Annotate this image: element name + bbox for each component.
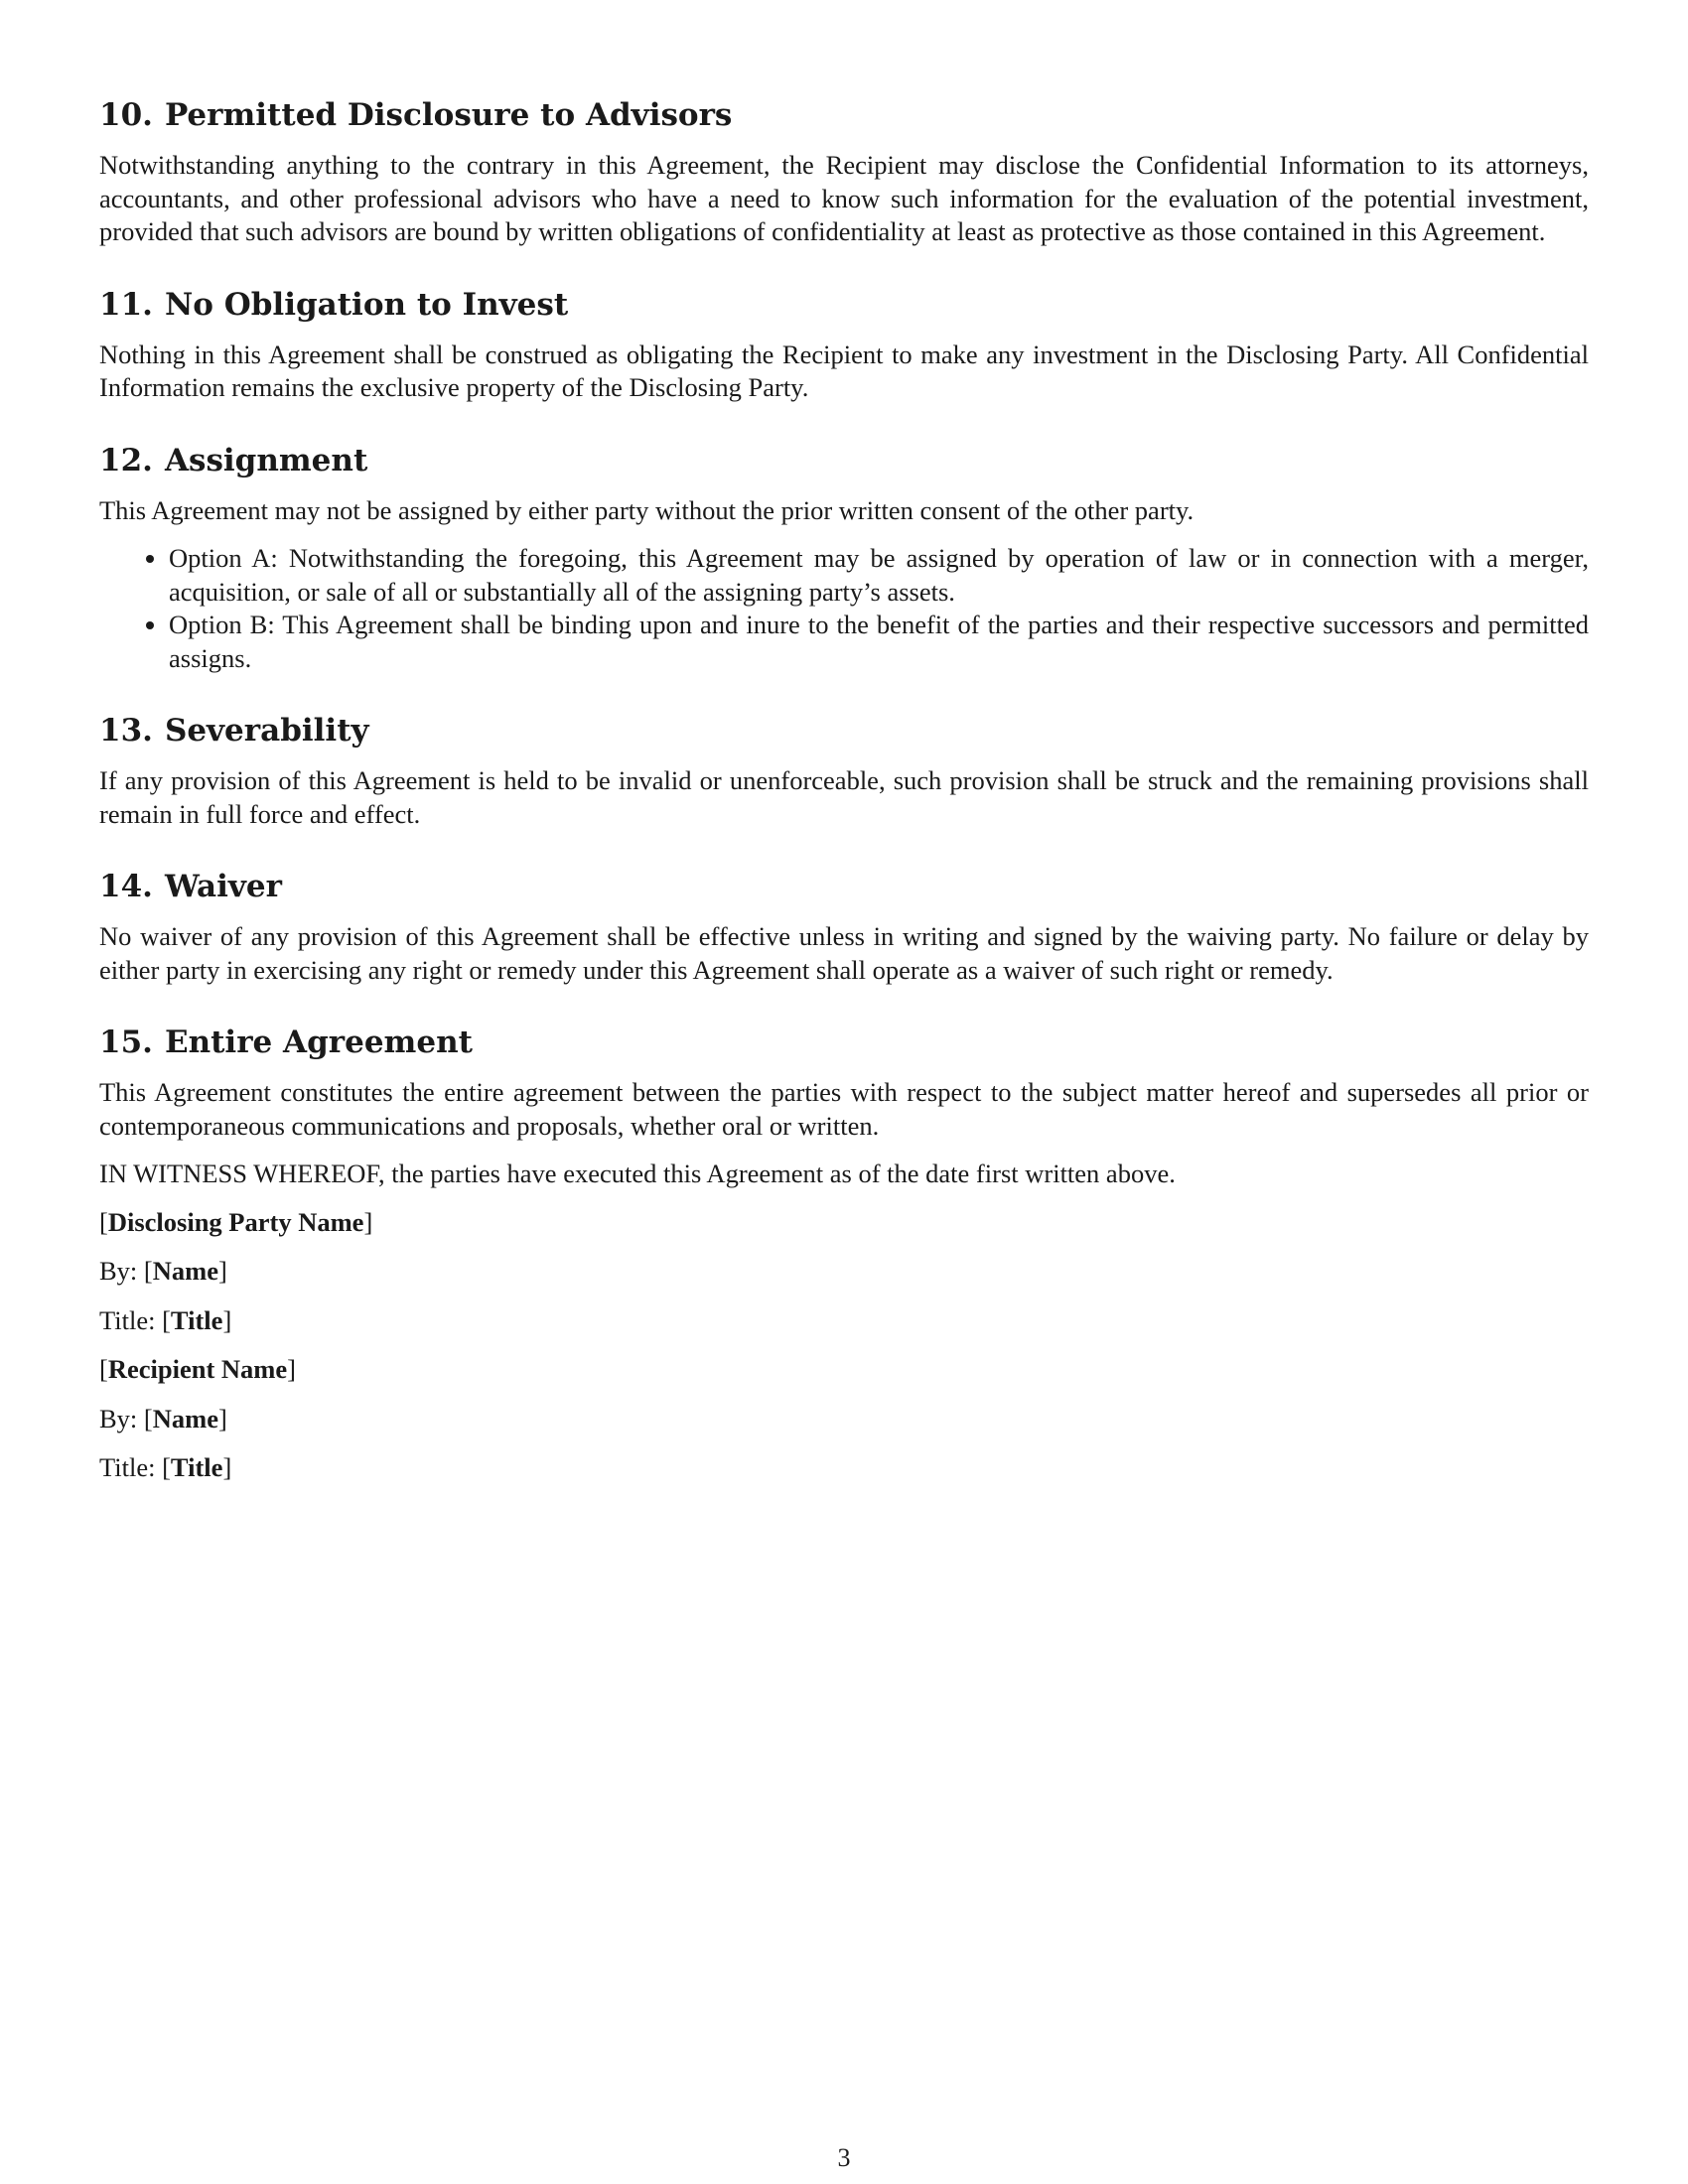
recipient-title-line: Title: [Title]	[99, 1452, 232, 1482]
list-item-option-a: • Option A: Notwithstanding the foregoing, this Agreement may be assigned by operation of law or in connection with a merger, acquisition, or sale of all or substantially all of the assigning party’s assets.	[169, 542, 1589, 609]
document-page	[99, 95, 1589, 1501]
section-14	[99, 867, 1589, 987]
options-list	[99, 542, 1589, 675]
section-heading: 11. No Obligation to Invest	[99, 286, 569, 323]
section-heading: 10. Permitted Disclosure to Advisors	[99, 97, 733, 133]
section-heading: 14. Waiver	[99, 869, 282, 904]
disclosing-party-name: [Disclosing Party Name]	[99, 1206, 373, 1237]
section-paragraph: If any provision of this Agreement is held to be invalid or unenforceable, such provision shall be struck and the remaining provisions shall remain in full force and effect.	[99, 765, 1589, 829]
section-paragraph: This Agreement constitutes the entire agreement between the parties with respect to the subject matter hereof and supersedes all prior or contemporaneous communications and proposals, whether oral or written.	[99, 1077, 1589, 1141]
recipient-name: [Recipient Name]	[99, 1354, 296, 1384]
recipient-by-line: By: [Name]	[99, 1403, 227, 1433]
disclosing-title-line: Title: [Title]	[99, 1304, 232, 1335]
section-paragraph: No waiver of any provision of this Agreement shall be effective unless in writing and signed by the waiving party. No failure or delay by either party in exercising any right or remedy under this Agreement shall operate as a waiver of such right or remedy.	[99, 921, 1589, 985]
section-paragraph: Nothing in this Agreement shall be construed as obligating the Recipient to make any investment in the Disclosing Party. All Confidential Information remains the exclusive property of the Disclosing Party.	[99, 339, 1589, 402]
section-12	[99, 441, 1589, 676]
section-heading: 12. Assignment	[99, 442, 368, 478]
section-paragraph: Notwithstanding anything to the contrary in this Agreement, the Recipient may disclose the Confidential Information to its attorneys, accountants, and other professional advisors who have a need to know such information for the evaluation of the potential investment, provided that such advisors are bound by written obligations of confidentiality at least as protective as those contained in this Agreement.	[99, 150, 1589, 246]
section-heading: 15. Entire Agreement	[99, 1024, 473, 1060]
witness-clause: IN WITNESS WHEREOF, the parties have executed this Agreement as of the date first written above.	[99, 1159, 1176, 1188]
section-10	[99, 95, 1589, 249]
section-15	[99, 1023, 1589, 1191]
disclosing-by-line: By: [Name]	[99, 1256, 227, 1286]
section-paragraph: This Agreement may not be assigned by either party without the prior written consent of the other party.	[99, 494, 1195, 525]
section-11	[99, 285, 1589, 405]
page-number: 3	[837, 2143, 851, 2172]
list-item-option-b: • Option B: This Agreement shall be binding upon and inure to the benefit of the parties and their respective successors and permitted assigns.	[169, 609, 1589, 675]
signature-block	[99, 1206, 1589, 1485]
section-13	[99, 711, 1589, 831]
section-heading: 13. Severability	[99, 713, 369, 749]
